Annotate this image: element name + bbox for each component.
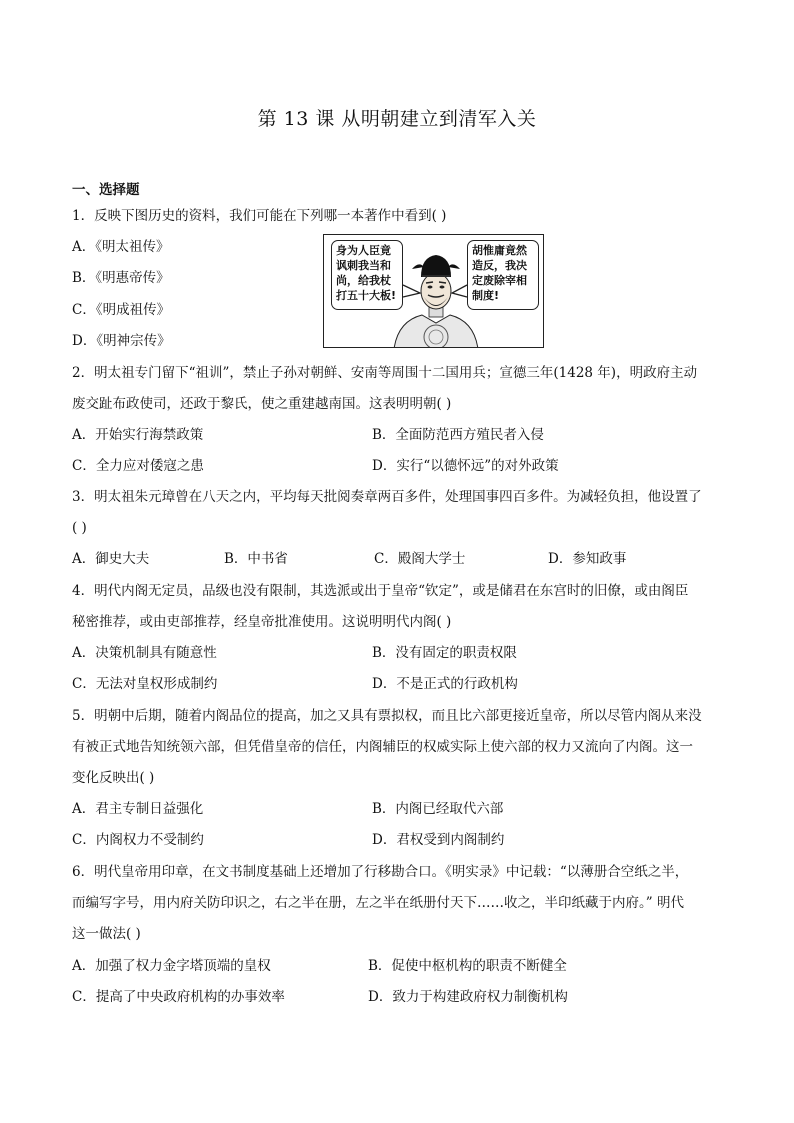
q6-option-b: B．促使中枢机构的职责不断健全 [368,958,567,974]
q1-option-c: C．《明成祖传》 [72,302,171,318]
q4-option-b: B．没有固定的职责权限 [372,645,517,661]
q3-option-a: A．御史大夫 [72,551,150,567]
bubble-line: 定废除宰相 [472,274,527,287]
q6-stem-line: 而编写字号，用内府关防印识之，右之半在册，左之半在纸册付天下……收之，半印纸藏于内府。” 明代 [72,895,684,911]
bubble-line: 讽刺我当和 [336,259,391,272]
emperor-cartoon [323,234,544,348]
q4-option-d: D．不是正式的行政机构 [372,676,518,692]
q4-option-c: C．无法对皇权形成制约 [72,676,218,692]
q4-option-a: A．决策机制具有随意性 [72,645,217,661]
q5-option-a: A．君主专制日益强化 [72,801,204,817]
q5-stem-line: 有被正式地告知统领六部，但凭借皇帝的信任，内阁辅臣的权威实际上使六部的权力又流向了内阁。这一 [72,739,693,755]
q1-stem: 1．反映下图历史的资料，我们可能在下列哪一本著作中看到( ) [72,208,447,224]
q5-option-c: C．内阁权力不受制约 [72,832,204,848]
page-title: 第 13 课 从明朝建立到清军入关 [257,108,537,130]
q1-option-a: A．《明太祖传》 [72,239,170,255]
q6-option-a: A．加强了权力金字塔顶端的皇权 [72,958,271,974]
q2-stem-line: 废交趾布政使司，还政于黎氏，使之重建越南国。这表明明朝( ) [72,396,452,412]
emperor-figure-icon [324,235,544,348]
q4-stem-line: 秘密推荐，或由吏部推荐，经皇帝批准使用。这说明明代内阁( ) [72,614,452,630]
q3-stem-line: ( ) [72,520,87,536]
q6-option-c: C．提高了中央政府机构的办事效率 [72,989,285,1005]
q5-stem-line: 变化反映出( ) [72,770,155,786]
q1-option-b: B．《明惠帝传》 [72,270,170,286]
q5-option-b: B．内阁已经取代六部 [372,801,504,817]
q1-option-d: D．《明神宗传》 [72,333,171,349]
bubble-line: 打五十大板! [336,289,397,302]
q2-option-a: A．开始实行海禁政策 [72,427,204,443]
q2-stem-line: 2．明太祖专门留下“祖训”，禁止子孙对朝鲜、安南等周围十二国用兵；宣德三年(1428 年)，明政府主动 [72,365,698,381]
q6-stem-line: 6．明代皇帝用印章，在文书制度基础上还增加了行移勘合口。《明实录》中记载：“以薄册合空纸之半， [72,864,689,880]
bubble-line: 身为人臣竟 [336,244,391,257]
q4-stem-line: 4．明代内阁无定员，品级也没有限制，其选派或出于皇帝“钦定”，或是储君在东宫时的旧僚，或由阁臣 [72,583,689,599]
section-heading: 一、选择题 [72,182,140,198]
q3-stem-line: 3．明太祖朱元璋曾在八天之内，平均每天批阅奏章两百多件，处理国事四百多件。为减轻负担，他设置了 [72,489,702,505]
bubble-line: 制度! [472,289,500,302]
q6-stem-line: 这一做法( ) [72,926,141,942]
bubble-line: 胡惟庸竟然 [472,244,527,257]
q2-option-d: D．实行“以德怀远”的对外政策 [372,458,559,474]
q6-option-d: D．致力于构建政府权力制衡机构 [368,989,568,1005]
q2-option-c: C．全力应对倭寇之患 [72,458,204,474]
q5-stem-line: 5．明朝中后期，随着内阁品位的提高，加之又具有票拟权，而且比六部更接近皇帝，所以尽管内阁从来没 [72,708,702,724]
q3-option-c: C．殿阁大学士 [374,551,466,567]
q5-option-d: D．君权受到内阁制约 [372,832,505,848]
q2-option-b: B．全面防范西方殖民者入侵 [372,427,544,443]
q3-option-d: D．参知政事 [548,551,627,567]
q3-option-b: B．中书省 [224,551,288,567]
bubble-line: 造反，我决 [472,259,527,272]
bubble-line: 尚，给我杖 [336,274,391,287]
